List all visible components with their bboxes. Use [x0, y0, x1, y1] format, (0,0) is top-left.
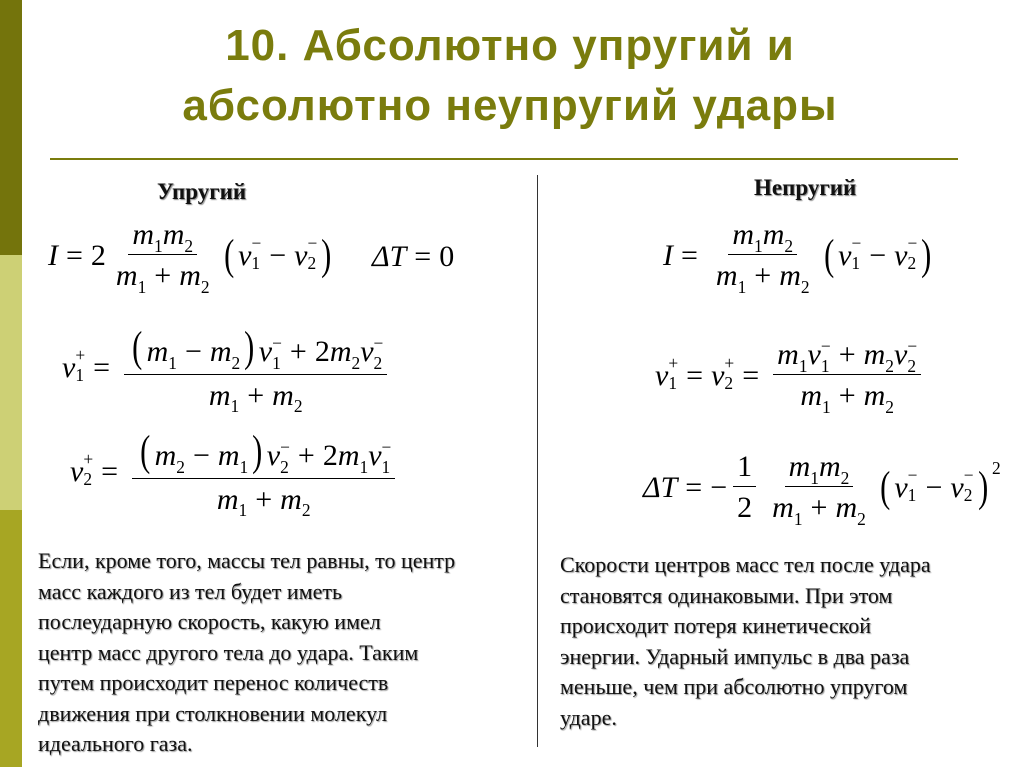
right-explanation-paragraph	[560, 550, 931, 733]
energy-change-value: 0	[439, 240, 455, 273]
left-explanation-paragraph	[38, 546, 455, 760]
side-bar-segment-bottom	[0, 510, 22, 767]
side-bar-segment-middle	[0, 255, 22, 510]
left-v2-plus-equation: v 2 + = $\frac{( m_2 - m_1) v_2^- + 2m_1v_1^-}{m_1 + m_2}$	[70, 430, 401, 515]
paragraph-line: масс каждого из тел будет иметь	[38, 578, 343, 604]
mass-fraction	[112, 218, 214, 297]
left-energy-equation: ΔT = 0	[372, 240, 455, 273]
delta-t-symbol: ΔT	[372, 240, 407, 273]
paragraph-line: меньше, чем при абсолютно упругом	[560, 674, 908, 699]
column-divider	[537, 175, 538, 747]
left-v1-plus-equation: v 1 + = $\frac{( m_1 - m_2) v_1^- + 2m_2v_2^-}{m_1 + m_2}$	[62, 326, 393, 411]
paragraph-line: становятся одинаковыми. При этом	[560, 582, 893, 608]
paragraph-line: послеударную скорость, какую имел	[38, 609, 381, 634]
paragraph-line: движения при столкновении молекул	[38, 700, 388, 726]
paragraph-line: ударе.	[560, 704, 617, 730]
title-underline	[50, 158, 958, 160]
equals-sign: =	[66, 238, 83, 272]
mass-fraction	[768, 450, 870, 529]
fraction-denominator: $m_1 + m_2$	[772, 491, 866, 529]
fraction-denominator: $m_1 + m_2$	[715, 259, 810, 297]
paragraph-line: Скорости центров масс тел после удара	[560, 552, 931, 577]
right-energy-loss-equation: ΔT = − $\frac{1}{2}$ $\frac{m_1m_2}{m_1 + m_2}$ ( v 1 − − v 2 − ) 2	[643, 450, 1001, 529]
fraction-numerator: $m_1v_1^- + m_2v_2^-$	[773, 340, 921, 375]
side-decoration-bar	[0, 0, 22, 767]
title-line-1: 10. Абсолютно упругий и	[225, 21, 795, 70]
fraction-denominator: $m_1 + m_2$	[115, 259, 210, 297]
fraction-denominator: $m_1 + m_2$	[800, 379, 894, 417]
v1-plus-fraction	[124, 323, 387, 417]
fraction-numerator: $m_1m_2$	[728, 220, 797, 255]
fraction-numerator: $m_1m_2$	[128, 220, 197, 255]
side-bar-segment-top	[0, 0, 22, 255]
square-exponent: 2	[992, 457, 1001, 478]
left-impulse-equation: I = 2 $\frac{m_1m_2}{m_1 + m_2}$ ( v 1 − − v 2 − )	[48, 218, 332, 297]
paragraph-line: идеального газа.	[38, 731, 193, 756]
right-common-velocity-equation: v 1 + = v 2 + = $\frac{m_1v_1^- + m_2v_2^-}{m_1 + m_2}$	[655, 340, 927, 411]
right-column-label: Непругий	[754, 175, 857, 200]
fraction-denominator: $m_1 + m_2$	[216, 482, 311, 521]
v2-plus-fraction	[132, 427, 395, 521]
fraction-numerator: $m_1m_2$	[785, 452, 854, 487]
coefficient: 2	[90, 238, 106, 272]
paragraph-line: происходит потеря кинетической	[560, 613, 871, 638]
paragraph-line: Если, кроме того, массы тел равны, то центр	[38, 548, 456, 573]
fraction-numerator: ( $m_2 - m_1$) $v_2^- + 2m_1v_1^-$	[132, 430, 395, 479]
paragraph-line: энергии. Ударный импульс в два раза	[560, 643, 910, 669]
title-line-2: абсолютно неупругий удары	[182, 81, 838, 130]
slide-title	[60, 16, 960, 136]
impulse-symbol: I	[48, 238, 58, 272]
fraction-numerator: ( $m_1 - m_2$) $v_1^- + 2m_2v_2^-$	[124, 326, 387, 375]
paragraph-line: центр масс другого тела до удара. Таким	[38, 639, 419, 665]
half-fraction: $\frac{1}{2}$	[733, 452, 756, 523]
mass-fraction	[712, 218, 814, 297]
left-column-label: Упругий	[157, 179, 247, 204]
paragraph-line: путем происходит перенос количеств	[38, 670, 389, 695]
fraction-denominator: $m_1 + m_2$	[208, 378, 303, 417]
right-impulse-equation: I = $\frac{m_1m_2}{m_1 + m_2}$ ( v 1 − − v 2 − )	[663, 218, 932, 297]
